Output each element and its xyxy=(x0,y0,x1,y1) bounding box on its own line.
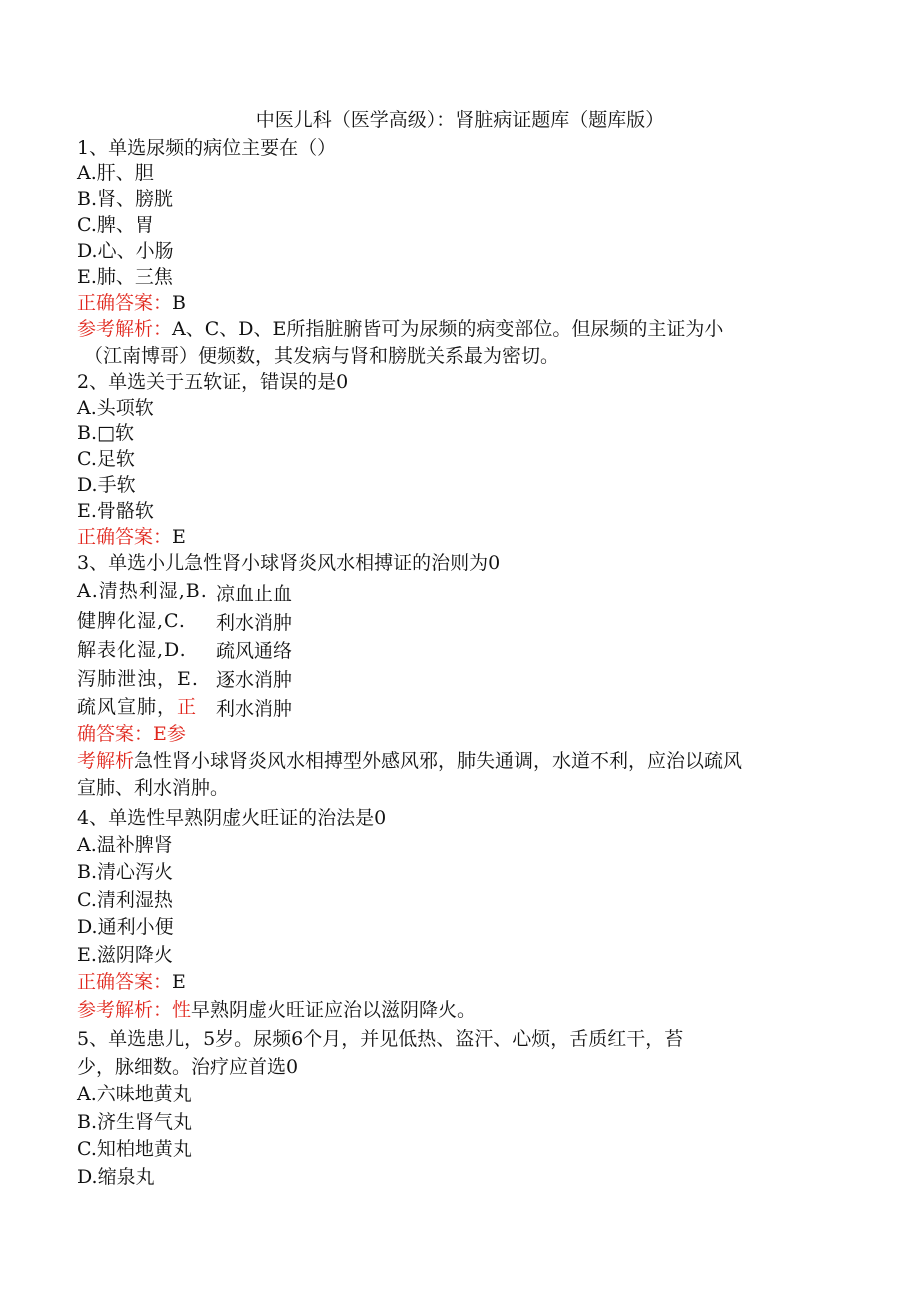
q4-stem: 4、单选性早熟阴虚火旺证的治法是0 xyxy=(77,807,387,829)
page-title: 中医儿科（医学高级）：肾脏病证题库（题库版） xyxy=(255,109,665,131)
q2-option-b: B.□软 xyxy=(77,422,134,444)
q4-analysis-red-word: 性 xyxy=(172,999,192,1021)
q5-option-b: B.济生肾气丸 xyxy=(77,1111,193,1133)
q1-option-e: E.肺、三焦 xyxy=(77,266,173,288)
q4-option-e: E.滋阴降火 xyxy=(77,944,173,966)
q2-answer xyxy=(77,525,186,549)
q1-answer-label: 正确答案： xyxy=(77,292,173,314)
q3-right-line-2: 利水消肿 xyxy=(216,612,293,634)
q1-option-d: D.心、小肠 xyxy=(77,240,174,262)
q2-stem: 2、单选关于五软证，错误的是0 xyxy=(77,371,349,393)
q3-right-line-5: 利水消肿 xyxy=(216,698,293,720)
q5-stem-continued: 少，脉细数。治疗应首选0 xyxy=(77,1056,299,1078)
q4-analysis-label: 参考解析： xyxy=(77,999,173,1021)
q1-option-b: B.肾、膀胱 xyxy=(77,188,174,210)
q5-option-a: A.六味地黄丸 xyxy=(77,1083,192,1105)
q4-answer xyxy=(77,970,186,994)
q3-answer-line: 确答案：E参 xyxy=(77,723,186,745)
q2-option-e: E.骨骼软 xyxy=(77,500,154,522)
q4-option-d: D.通利小便 xyxy=(77,916,174,938)
q3-left-line-5-text: 疏风宣肺， xyxy=(77,696,178,718)
q3-left-red: 正 xyxy=(177,696,198,718)
q3-right-line-4: 逐水消肿 xyxy=(216,669,293,691)
q3-left-line-2: 健脾化湿,C. xyxy=(77,610,186,632)
q1-analysis-continued: （江南博哥）便频数，其发病与肾和膀胱关系最为密切。 xyxy=(84,345,560,367)
q4-analysis xyxy=(77,998,476,1022)
q1-analysis-text: A、C、D、E所指脏腑皆可为尿频的病变部位。但尿频的主证为小 xyxy=(172,318,724,340)
q2-answer-value: E xyxy=(172,526,186,548)
q3-right-line-3: 疏风通络 xyxy=(216,640,293,662)
q3-analysis-continued: 宣肺、利水消肿。 xyxy=(77,777,230,799)
q3-analysis-text: 急性肾小球肾炎风水相搏型外感风邪，肺失通调，水道不利，应治以疏风 xyxy=(134,750,743,772)
q4-answer-value: E xyxy=(172,971,186,993)
q1-stem: 1、单选尿频的病位主要在（） xyxy=(77,137,337,159)
q3-left-line-1: A.清热利湿,B. xyxy=(77,580,208,602)
q3-stem: 3、单选小儿急性肾小球肾炎风水相搏证的治则为0 xyxy=(77,552,501,574)
q3-left-line-4: 泻肺泄浊，E. xyxy=(77,668,199,690)
q3-left-line-5 xyxy=(77,695,197,719)
q4-option-b: B.清心泻火 xyxy=(77,861,174,883)
q1-analysis xyxy=(77,317,723,341)
q3-analysis xyxy=(77,749,742,773)
q4-option-a: A.温补脾肾 xyxy=(77,834,173,856)
q5-option-d: D.缩泉丸 xyxy=(77,1166,155,1188)
q4-analysis-text: 早熟阴虚火旺证应治以滋阴降火。 xyxy=(191,999,477,1021)
q4-option-c: C.清利湿热 xyxy=(77,889,173,911)
q4-answer-label: 正确答案： xyxy=(77,971,173,993)
q2-option-d: D.手软 xyxy=(77,474,136,496)
q2-answer-label: 正确答案： xyxy=(77,526,173,548)
q5-option-c: C.知柏地黄丸 xyxy=(77,1138,192,1160)
q3-left-line-3: 解表化湿,D. xyxy=(77,639,187,661)
q5-stem: 5、单选患儿，5岁。尿频6个月，并见低热、盗汗、心烦，舌质红干，苔 xyxy=(77,1028,684,1050)
q2-option-a: A.头项软 xyxy=(77,397,154,419)
q3-analysis-label: 考解析 xyxy=(77,750,135,772)
q1-option-a: A.肝、胆 xyxy=(77,162,154,184)
q1-analysis-label: 参考解析： xyxy=(77,318,173,340)
q2-option-c: C.足软 xyxy=(77,448,135,470)
q3-right-line-1: 凉血止血 xyxy=(216,583,293,605)
q1-option-c: C.脾、胃 xyxy=(77,214,154,236)
q1-answer-value: B xyxy=(172,292,186,314)
q1-answer xyxy=(77,291,186,315)
